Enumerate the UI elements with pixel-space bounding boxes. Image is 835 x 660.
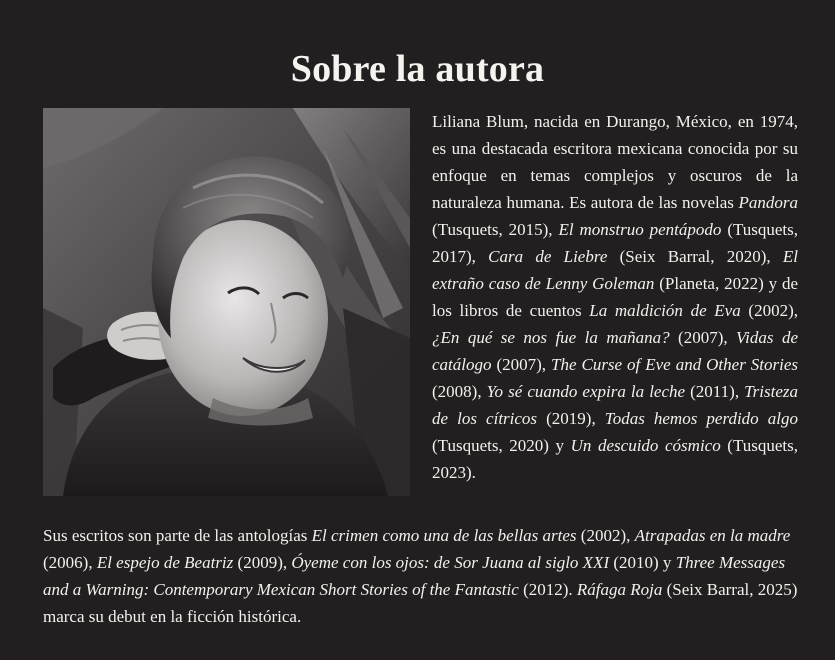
- text-run: Sus escritos son parte de las antologías: [43, 526, 312, 545]
- author-photo: [43, 108, 410, 496]
- text-run: (2008),: [432, 382, 487, 401]
- page-title: Sobre la autora: [290, 48, 545, 91]
- book-title: Ráfaga Roja: [576, 580, 663, 599]
- book-title: El crimen como una de las bellas artes: [311, 526, 577, 545]
- text-run: (Planeta, 2022) y de los libros de cuentos: [432, 274, 798, 320]
- text-run: (2006),: [43, 553, 97, 572]
- text-run: (Tusquets, 2023).: [432, 436, 799, 482]
- text-run: (Seix Barral, 2020),: [607, 247, 783, 266]
- book-title: Pandora: [738, 193, 798, 212]
- text-run: (Tusquets, 2017),: [432, 220, 799, 266]
- text-run: (2012).: [518, 580, 577, 599]
- book-title: El espejo de Beatriz: [96, 553, 234, 572]
- bio-paragraph: [432, 108, 798, 486]
- book-title: Yo sé cuando expira la leche: [486, 382, 686, 401]
- book-title: Atrapadas en la madre: [634, 526, 791, 545]
- anthologies-text: [43, 522, 801, 630]
- text-run: (Seix Barral, 2025) marca su debut en la ficción histórica.: [43, 580, 798, 626]
- book-title: Vidas de catálogo: [432, 328, 798, 374]
- text-run: (2019),: [537, 409, 605, 428]
- book-title: The Curse of Eve and Other Stories: [551, 355, 799, 374]
- book-title: Óyeme con los ojos: de Sor Juana al siglo XXI: [291, 553, 610, 572]
- text-run: (2010) y: [609, 553, 676, 572]
- book-title: Cara de Liebre: [488, 247, 608, 266]
- anthologies-paragraph: [43, 522, 801, 630]
- book-title: Todas hemos perdido algo: [604, 409, 798, 428]
- text-run: (2011),: [685, 382, 745, 401]
- text-run: (2007),: [669, 328, 737, 347]
- book-title: El extraño caso de Lenny Goleman: [432, 247, 798, 293]
- book-title: Tristeza de los cítricos: [432, 382, 798, 428]
- text-run: (2009),: [233, 553, 292, 572]
- text-run: (Tusquets, 2020) y: [432, 436, 571, 455]
- author-bio: [432, 108, 798, 486]
- book-title: Three Messages and a Warning: Contemporary Mexican Short Stories of the Fantastic: [43, 553, 786, 599]
- book-title: ¿En qué se nos fue la mañana?: [432, 328, 670, 347]
- text-run: (2007),: [491, 355, 552, 374]
- book-title: El monstruo pentápodo: [558, 220, 722, 239]
- text-run: (2002),: [576, 526, 635, 545]
- book-title: Un descuido cósmico: [570, 436, 721, 455]
- book-title: La maldición de Eva: [589, 301, 741, 320]
- text-run: (2002),: [740, 301, 798, 320]
- text-run: (Tusquets, 2015),: [432, 220, 559, 239]
- text-run: Liliana Blum, nacida en Durango, México, en 1974, es una destacada escritora mexicana conocida por su enfoque en temas complejos y oscuros de la naturaleza humana. Es autora de las novelas: [432, 112, 798, 212]
